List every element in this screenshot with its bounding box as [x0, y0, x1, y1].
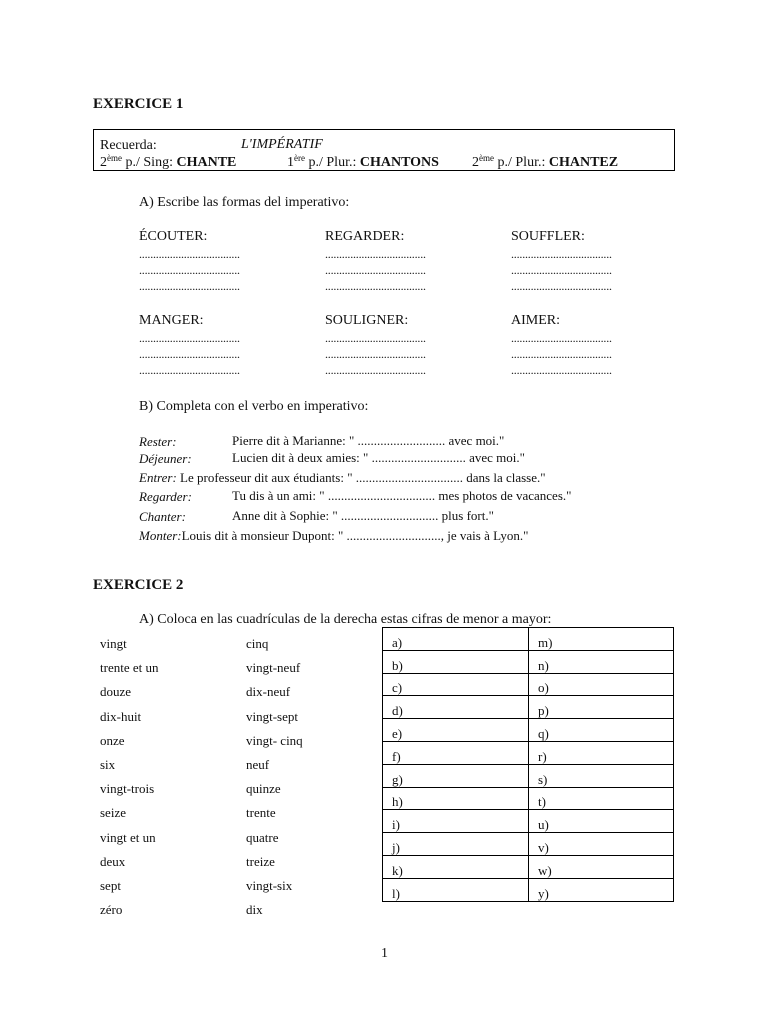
- grid-cell[interactable]: w): [529, 855, 674, 878]
- number-word: douze: [100, 684, 132, 700]
- number-word: neuf: [246, 757, 270, 772]
- grid-row: [383, 719, 674, 742]
- number-word: vingt- cinq: [246, 732, 303, 748]
- sentence-verb: Chanter:: [139, 509, 186, 524]
- number-word: vingt: [100, 636, 127, 651]
- grid-row: [383, 764, 674, 787]
- grid-cell[interactable]: t): [529, 787, 674, 810]
- imperatif-reminder-box: [93, 129, 675, 171]
- verb-aimer: AIMER:: [511, 313, 560, 328]
- answer-blanks[interactable]: .................................... .................................... ....................................: [139, 247, 240, 293]
- grid-cell[interactable]: b): [383, 650, 529, 673]
- grid-row: [383, 878, 674, 901]
- number-word: quinze: [246, 781, 281, 797]
- answer-blanks[interactable]: .................................... .................................... ....................................: [511, 247, 612, 293]
- number-word: dix-huit: [100, 708, 142, 724]
- sentence-verb: Entrer:: [139, 470, 177, 485]
- sentence-verb: Rester:: [139, 434, 177, 449]
- exercise1-title: EXERCICE 1: [93, 96, 184, 112]
- grid-row: [383, 810, 674, 833]
- sentence-text: Louis dit à monsieur Dupont: " ............................., je vais à Lyon.": [181, 528, 529, 543]
- grid-cell[interactable]: f): [383, 741, 529, 764]
- exercise2-title: EXERCICE 2: [93, 577, 184, 593]
- number-word: zéro: [100, 902, 123, 918]
- number-word: sept: [100, 878, 121, 893]
- grid-cell[interactable]: g): [383, 764, 529, 787]
- number-word: vingt-neuf: [246, 660, 301, 676]
- sentence-text: Lucien dit à deux amies: " ............................. avec moi.": [232, 450, 525, 465]
- verb-souligner: SOULIGNER:: [325, 313, 409, 328]
- verb-regarder: REGARDER:: [325, 229, 405, 244]
- grid-cell[interactable]: e): [383, 719, 529, 742]
- number-word: onze: [100, 732, 125, 748]
- number-word: deux: [100, 853, 126, 869]
- imperatif-title: L'IMPÉRATIF: [241, 137, 323, 152]
- grid-row: [383, 628, 674, 651]
- number-word: quatre: [246, 829, 279, 845]
- sentence-line: [139, 528, 528, 544]
- page-number: 1: [381, 946, 388, 961]
- answer-blanks[interactable]: .................................... .................................... ....................................: [511, 331, 612, 377]
- sentence-verb: Déjeuner:: [139, 451, 192, 466]
- grid-cell[interactable]: d): [383, 696, 529, 719]
- person-2-plural: 2ème p./ Plur.: CHANTEZ: [472, 153, 619, 170]
- verb-manger: MANGER:: [139, 313, 204, 328]
- verb-souffler: SOUFFLER:: [511, 229, 585, 244]
- number-word: vingt-sept: [246, 708, 298, 724]
- answer-blanks[interactable]: .................................... .................................... ....................................: [139, 331, 240, 377]
- grid-cell[interactable]: p): [529, 696, 674, 719]
- sentence-line: [139, 470, 546, 486]
- grid-cell[interactable]: y): [529, 878, 674, 901]
- grid-cell[interactable]: o): [529, 673, 674, 696]
- sentence-text: Anne dit à Sophie: " .............................. plus fort.": [232, 508, 494, 523]
- grid-cell[interactable]: v): [529, 833, 674, 856]
- section-a-instruction: A) Escribe las formas del imperativo:: [139, 195, 350, 210]
- grid-cell[interactable]: a): [383, 628, 529, 651]
- grid-cell[interactable]: q): [529, 719, 674, 742]
- ordering-grid: [382, 627, 674, 902]
- grid-cell[interactable]: k): [383, 855, 529, 878]
- verb-ecouter: ÉCOUTER:: [139, 229, 208, 244]
- number-word: vingt-six: [246, 878, 293, 893]
- grid-cell[interactable]: m): [529, 628, 674, 651]
- person-2-singular: 2ème p./ Sing: CHANTE: [100, 153, 237, 170]
- grid-cell[interactable]: u): [529, 810, 674, 833]
- section-b-instruction: B) Completa con el verbo en imperativo:: [139, 399, 369, 414]
- number-word: trente: [246, 805, 276, 821]
- grid-row: [383, 855, 674, 878]
- grid-cell[interactable]: l): [383, 878, 529, 901]
- answer-blanks[interactable]: .................................... .................................... ....................................: [325, 331, 426, 377]
- grid-row: [383, 673, 674, 696]
- sentence-verb: Regarder:: [139, 489, 192, 504]
- number-word: dix-neuf: [246, 684, 291, 700]
- number-word: seize: [100, 805, 126, 821]
- answer-blanks[interactable]: .................................... .................................... ....................................: [325, 247, 426, 293]
- number-word: trente et un: [100, 660, 159, 676]
- grid-cell[interactable]: c): [383, 673, 529, 696]
- number-word: six: [100, 757, 116, 772]
- number-word: dix: [246, 902, 263, 918]
- sentence-text: Pierre dit à Marianne: " ........................... avec moi.": [232, 433, 505, 448]
- number-word: treize: [246, 853, 275, 869]
- grid-row: [383, 696, 674, 719]
- grid-row: [383, 787, 674, 810]
- grid-row: [383, 650, 674, 673]
- grid-row: [383, 833, 674, 856]
- grid-cell[interactable]: i): [383, 810, 529, 833]
- person-1-plural: 1ère p./ Plur.: CHANTONS: [287, 153, 439, 170]
- grid-cell[interactable]: n): [529, 650, 674, 673]
- grid-cell[interactable]: r): [529, 741, 674, 764]
- number-word: vingt et un: [100, 829, 156, 845]
- exercise2-instruction: A) Coloca en las cuadrículas de la derecha estas cifras de menor a mayor:: [139, 612, 552, 627]
- grid-cell[interactable]: s): [529, 764, 674, 787]
- sentence-verb: Monter:: [139, 528, 182, 543]
- sentence-text: Tu dis à un ami: " ................................. mes photos de vacances.": [232, 488, 572, 503]
- number-word: cinq: [246, 636, 269, 651]
- grid-cell[interactable]: j): [383, 833, 529, 856]
- grid-cell[interactable]: h): [383, 787, 529, 810]
- grid-row: [383, 741, 674, 764]
- sentence-text: Le professeur dit aux étudiants: " ................................. dans la classe.": [176, 470, 546, 485]
- recuerda-label: Recuerda:: [100, 138, 157, 153]
- number-word: vingt-trois: [100, 781, 155, 797]
